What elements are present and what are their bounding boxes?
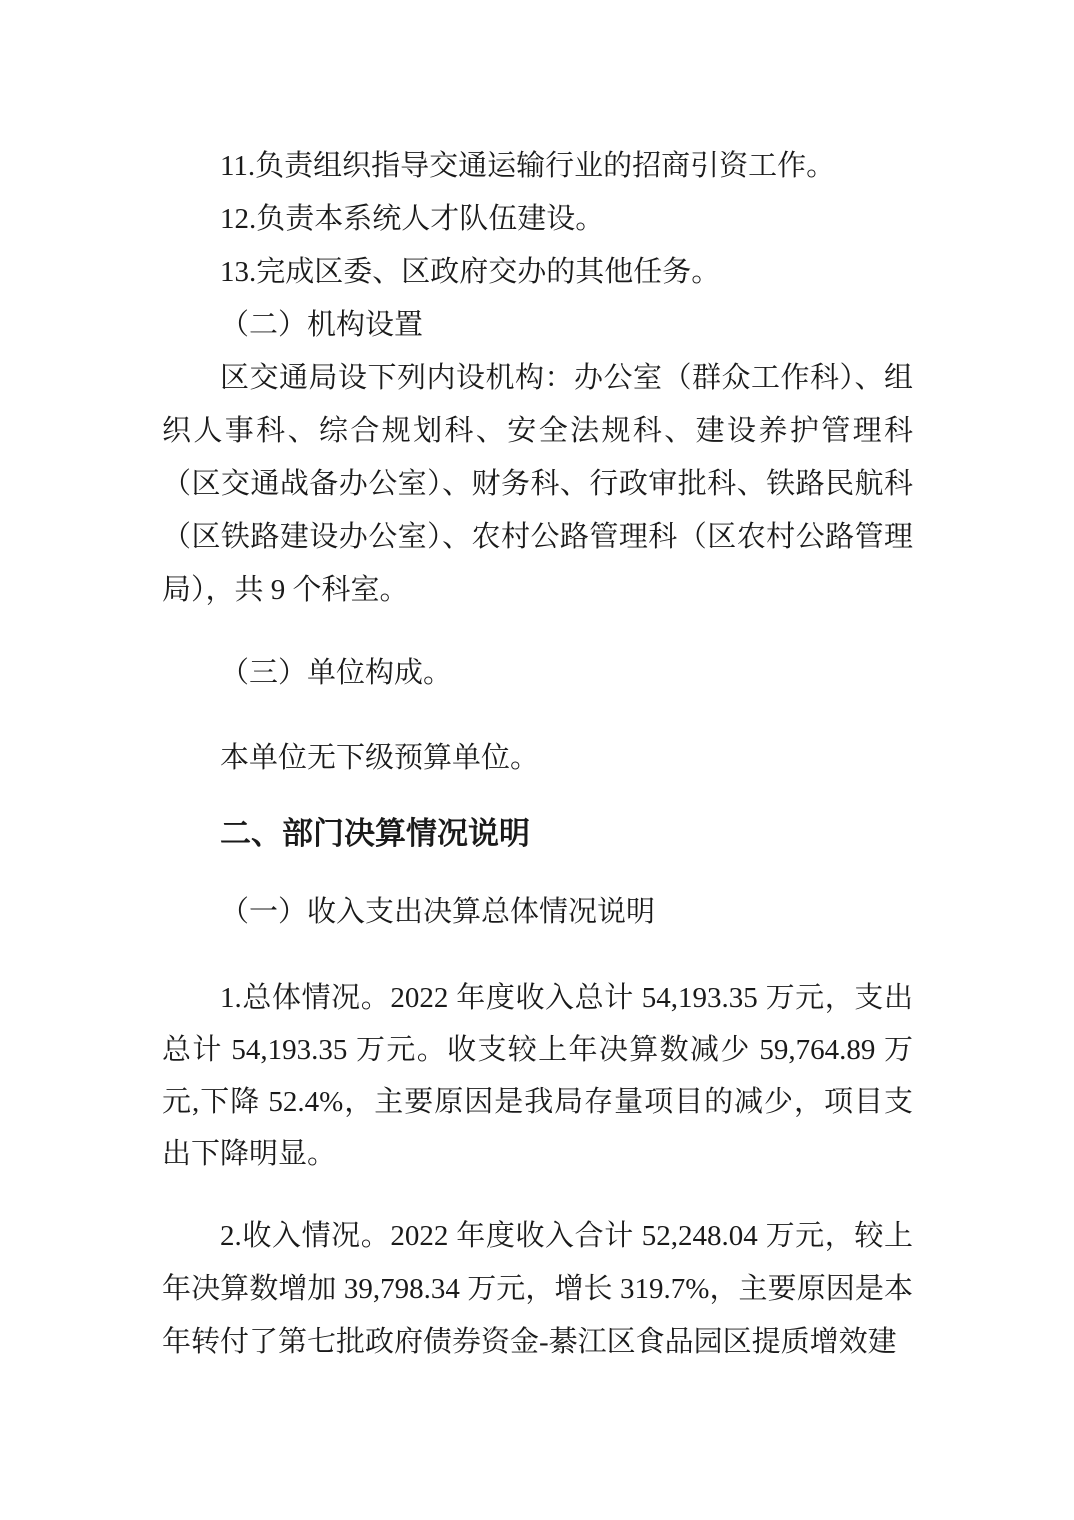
subheading-unit-composition: （三）单位构成。 [220, 657, 453, 689]
heading-final-accounts-explanation: 二、部门决算情况说明 [220, 816, 530, 851]
list-item-13: 13.完成区委、区政府交办的其他任务。 [220, 256, 721, 288]
list-item-12: 12.负责本系统人才队伍建设。 [220, 203, 605, 235]
paragraph-internal-departments: 区交通局设下列内设机构：办公室（群众工作科）、组织人事科、综合规划科、安全法规科、建设养护管理科（区交通战备办公室）、财务科、行政审批科、铁路民航科（区铁路建设办公室）、农村公路管理科（区农村公路管理局），共 9 个科室。 [162, 362, 913, 606]
subheading-income-expenditure-overview: （一）收入支出决算总体情况说明 [220, 896, 656, 928]
paragraph-income-situation: 2.收入情况。2022 年度收入合计 52,248.04 万元，较上年决算数增加 39,798.34 万元，增长 319.7%，主要原因是本年转付了第七批政府债券资金-綦江区食品园区提质增效建 [162, 1220, 913, 1358]
list-item-11: 11.负责组织指导交通运输行业的招商引资工作。 [220, 150, 836, 182]
document-body [162, 140, 913, 1369]
subheading-institution-setup: （二）机构设置 [220, 309, 424, 341]
paragraph-overall-situation: 1.总体情况。2022 年度收入总计 54,193.35 万元，支出总计 54,193.35 万元。收支较上年决算数减少 59,764.89 万元,下降 52.4%，主要原因是我局存量项目的减少，项目支出下降明显。 [162, 982, 913, 1170]
paragraph-no-subordinate-units: 本单位无下级预算单位。 [220, 742, 540, 774]
